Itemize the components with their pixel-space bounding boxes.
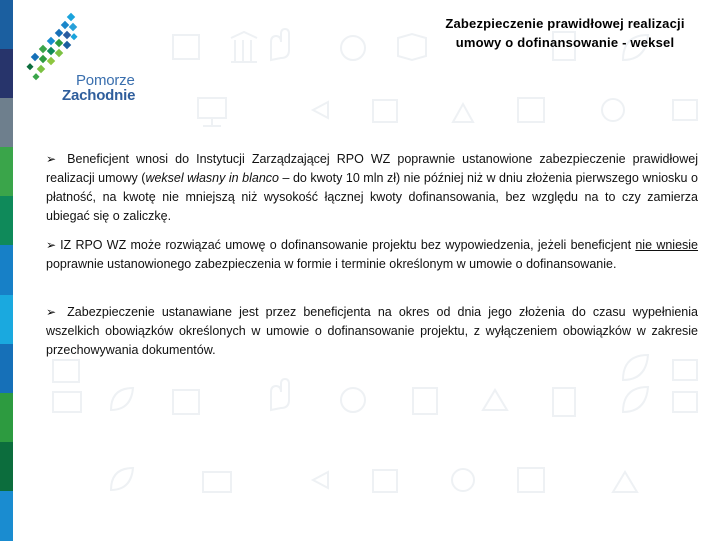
strip-segment — [0, 147, 13, 197]
strip-segment — [0, 442, 13, 492]
strip-segment — [0, 196, 13, 246]
slide-title-line-2: umowy o dofinansowanie - weksel — [455, 35, 675, 50]
strip-segment — [0, 295, 13, 345]
paragraph-2-underlined: nie wniesie — [635, 238, 699, 252]
left-color-strip — [0, 0, 13, 540]
strip-segment — [0, 245, 13, 295]
strip-segment — [0, 393, 13, 443]
strip-segment — [0, 344, 13, 394]
bullet-arrow-icon: ➢ — [46, 238, 57, 252]
paragraph-2-text-before: IZ RPO WZ może rozwiązać umowę o dofinansowanie projektu bez wypowiedzenia, jeżeli beneficjent — [60, 238, 636, 252]
paragraph-1-text: Beneficjent wnosi do Instytucji Zarządzającej RPO WZ poprawnie ustanowione zabezpieczenie prawidłowej realizacji umowy ( — [46, 152, 698, 185]
logo-text-zachodnie: Zachodnie — [62, 87, 136, 104]
slide-title-line-1: Zabezpieczenie prawidłowej realizacji — [445, 16, 685, 31]
strip-segment — [0, 98, 13, 148]
paragraph-rozwiazanie-umowy — [46, 236, 698, 274]
logo-text-pomorze: Pomorze — [76, 72, 135, 89]
paragraph-3-text: Zabezpieczenie ustanawiane jest przez beneficjenta na okres od dnia jego złożenia do czasu wypełnienia wszelkich obowiązków określonych w umowie o dofinansowanie projektu, z wyłączeniem obowiązków w zakresie przechowywania dokumentów. — [46, 305, 698, 357]
paragraph-2-text-after: poprawnie ustanowionego zabezpieczenia w formie i terminie określonym w umowie o dofinansowanie. — [46, 257, 617, 271]
slide-title — [405, 14, 720, 52]
bullet-arrow-icon: ➢ — [46, 152, 57, 166]
strip-segment — [0, 49, 13, 99]
paragraph-okres-zabezpieczenia — [46, 303, 698, 360]
strip-segment — [0, 491, 13, 541]
bullet-arrow-icon: ➢ — [46, 305, 57, 319]
logo-mark-icon — [24, 8, 84, 88]
pomorze-zachodnie-logo — [24, 8, 154, 104]
paragraph-1-italic: weksel własny in blanco — [145, 171, 279, 185]
paragraph-beneficjent — [46, 150, 698, 226]
strip-segment — [0, 0, 13, 50]
paragraph-1-text-after: – do kwoty 10 mln zł) nie później niż w dniu złożenia pierwszego wniosku o płatność, na kwotę nie mniejszą niż wysokość łącznej kwoty dofinansowania, bez względu na to czy zamierza ubiegać się o zaliczkę. — [46, 171, 698, 223]
